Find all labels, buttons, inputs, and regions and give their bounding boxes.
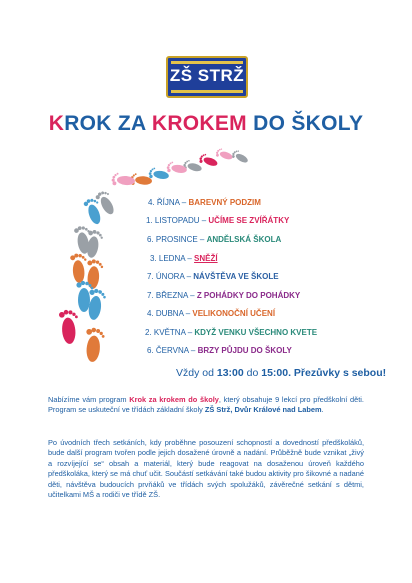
schedule-dash: – xyxy=(199,216,209,225)
page-title xyxy=(0,112,412,136)
description-paragraph: Po úvodních třech setkáních, kdy proběhne posouzení schopností a dovedností předškoláků, bude další program tvořen podle jejich dosažené úrovně a nadání. Průběžně bude vznikat „živý a rozvíjející se“ obsah a materiál, který bude reagovat na dosaženou úroveň každého předškoláka, který se má chuť učit. Součástí setkávání také budou aktivity pro šikovné a nadané děti, návštěva budoucích prvňáků ve třídách svých spolužáků, závěrečné setkání s dětmi, učitelkami MŠ a rodiči ve třídě ZŠ. xyxy=(48,438,364,500)
footprint-icon xyxy=(198,152,219,168)
schedule-topic: BRZY PŮJDU DO ŠKOLY xyxy=(197,346,292,355)
schedule-topic: ANDĚLSKÁ ŠKOLA xyxy=(206,235,282,244)
time-note xyxy=(176,367,386,379)
title-part-3: K xyxy=(151,112,168,135)
time-to: 15:00 xyxy=(261,367,289,379)
schedule-topic: UČÍME SE ZVÍŘÁTKY xyxy=(208,216,290,225)
footprint-icon xyxy=(74,225,94,255)
footprint-icon xyxy=(182,159,203,174)
time-from: 13:00 xyxy=(216,367,244,379)
schedule-dash: – xyxy=(188,346,198,355)
footprint-icon xyxy=(84,327,106,363)
schedule-dash: – xyxy=(179,198,189,207)
footprint-icon xyxy=(84,229,104,259)
schedule-dash: – xyxy=(183,309,193,318)
schedule-date: 1. LISTOPADU xyxy=(146,216,200,225)
schedule-dash: – xyxy=(184,272,194,281)
footprint-icon xyxy=(231,149,250,166)
schedule-dash: – xyxy=(185,328,195,337)
logo-text: ZŠ STRŽ xyxy=(169,66,245,85)
footprint-icon xyxy=(85,259,104,290)
time-suffix: . Přezůvky s sebou! xyxy=(288,367,387,379)
schedule-topic: Z POHÁDKY DO POHÁDKY xyxy=(196,291,301,300)
schedule-date: 7. ÚNORA xyxy=(147,272,185,281)
schedule-item xyxy=(147,309,275,318)
schedule-date: 3. LEDNA xyxy=(150,254,186,263)
title-part-2: ROK ZA xyxy=(64,112,152,135)
footprint-icon xyxy=(215,147,234,162)
footprint-icon xyxy=(86,288,107,321)
schedule-item xyxy=(150,254,218,263)
logo-stripe-bottom xyxy=(171,90,243,93)
footprint-icon xyxy=(166,161,188,175)
schedule-dash: – xyxy=(185,254,195,263)
intro-text-a: Nabízíme vám program xyxy=(48,395,130,404)
schedule-item xyxy=(148,198,261,207)
schedule-item xyxy=(145,328,317,337)
schedule-topic: VELIKONOČNÍ UČENÍ xyxy=(192,309,276,318)
footprint-icon xyxy=(94,189,118,217)
intro-text-c: , který obsahuje 9 lekcí pro předškolní děti. Program se uskuteční ve třídách základní školy xyxy=(48,395,364,415)
footprint-icon xyxy=(83,196,106,226)
time-mid: do xyxy=(243,367,262,379)
footprint-icon xyxy=(59,309,81,345)
schedule-topic: BAREVNÝ PODZIM xyxy=(188,198,261,207)
schedule-dash: – xyxy=(187,291,197,300)
schedule-date: 4. ŘÍJNA xyxy=(148,198,180,207)
schedule-item xyxy=(147,272,279,281)
schedule-topic: SNĚŽÍ xyxy=(194,254,218,263)
footprint-icon xyxy=(130,173,153,187)
intro-school-name: ZŠ Strž, Dvůr Králové nad Labem xyxy=(204,405,322,415)
title-part-4: ROKEM xyxy=(167,112,247,135)
title-part-5: DO ŠKOLY xyxy=(246,112,364,135)
intro-program-name: Krok za krokem do školy xyxy=(129,395,219,404)
footprint-icon xyxy=(76,281,93,312)
school-logo xyxy=(166,56,248,98)
logo-stripe-top xyxy=(171,61,243,64)
footprint-icon xyxy=(148,167,170,181)
schedule-item xyxy=(147,235,281,244)
footprint-icon xyxy=(70,253,89,284)
title-part-1: K xyxy=(48,112,65,135)
footprint-icon xyxy=(111,172,135,187)
schedule-date: 4. DUBNA xyxy=(147,309,184,318)
schedule-topic: NÁVŠTĚVA VE ŠKOLE xyxy=(193,272,279,281)
schedule-date: 6. PROSINCE xyxy=(147,235,198,244)
schedule-item xyxy=(147,291,300,300)
schedule-item xyxy=(147,346,292,355)
schedule-topic: KDYŽ VENKU VŠECHNO KVETE xyxy=(194,328,318,337)
schedule-dash: – xyxy=(197,235,207,244)
schedule-date: 7. BŘEZNA xyxy=(147,291,188,300)
schedule-date: 2. KVĚTNA xyxy=(145,328,186,337)
intro-text-e: . xyxy=(321,405,324,415)
time-prefix: Vždy od xyxy=(176,367,217,379)
schedule-date: 6. ČERVNA xyxy=(147,346,189,355)
schedule-item xyxy=(146,216,289,225)
intro-paragraph xyxy=(48,395,364,416)
